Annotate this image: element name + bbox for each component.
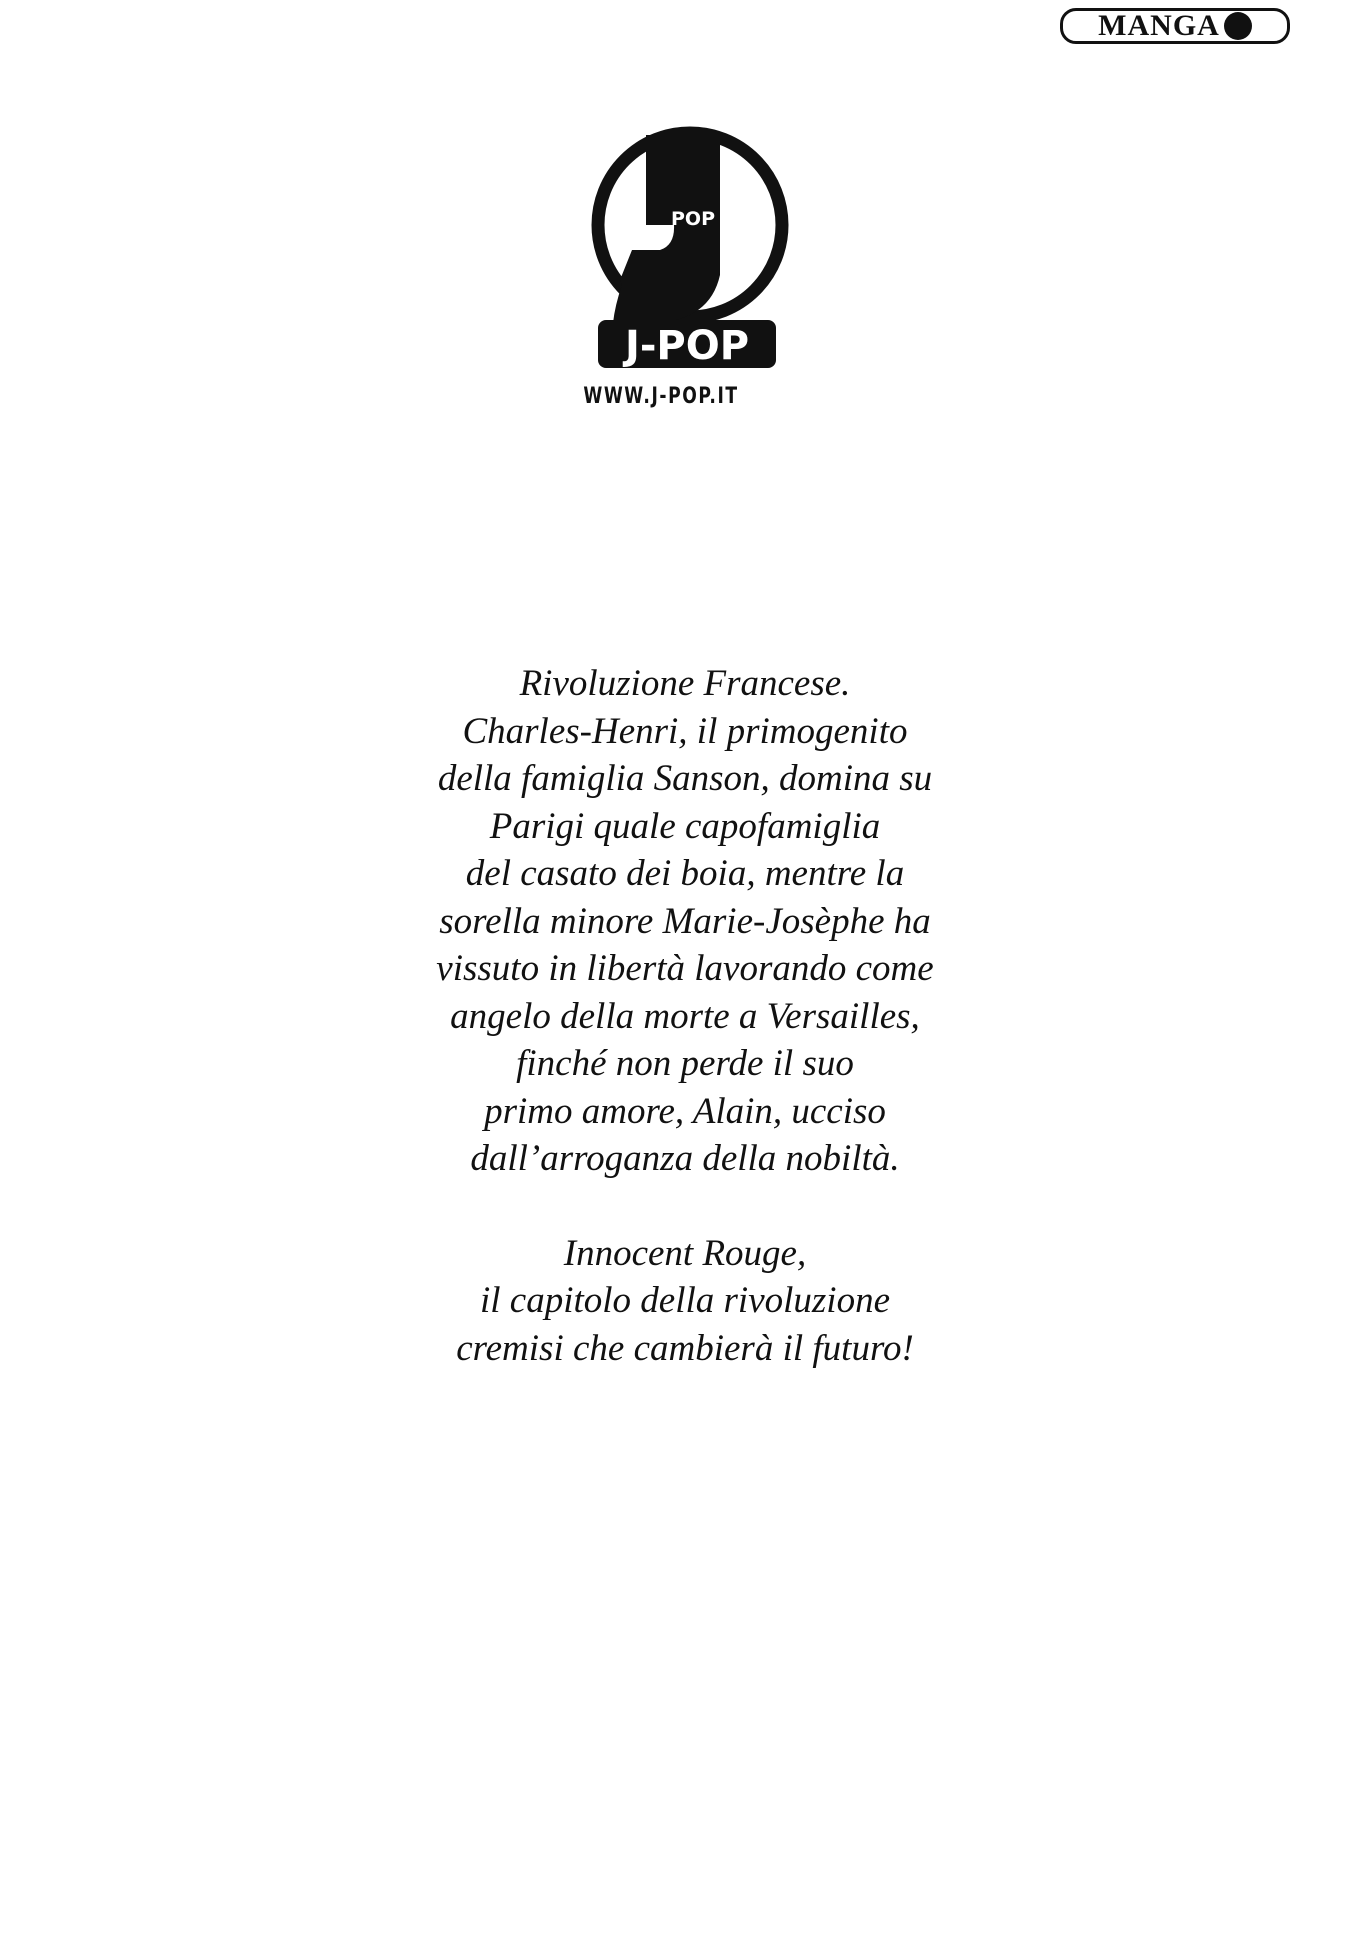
website-url: WWW.J-POP.IT: [583, 384, 739, 409]
synopsis-text: [300, 660, 1070, 1372]
synopsis-line: angelo della morte a Versailles,: [450, 995, 920, 1037]
synopsis-line: sorella minore Marie-Josèphe ha: [439, 900, 931, 942]
synopsis-line: del casato dei boia, mentre la: [465, 853, 905, 894]
synopsis-line: primo amore, Alain, ucciso: [484, 1090, 886, 1132]
synopsis-line: Parigi quale capofamiglia: [489, 805, 881, 847]
manga-badge: [1060, 8, 1290, 44]
tagline-line: Innocent Rouge,: [563, 1232, 807, 1274]
synopsis-line: vissuto in libertà lavorando come: [436, 948, 934, 989]
tagline-line: cremisi che cambierà il futuro!: [456, 1327, 914, 1369]
svg-text:POP: POP: [671, 208, 716, 230]
tagline-line: il capitolo della rivoluzione: [479, 1280, 891, 1321]
synopsis-line: Rivoluzione Francese.: [519, 663, 851, 704]
synopsis-line: dall’arroganza della nobiltà.: [470, 1138, 900, 1179]
jpop-logo-icon: [560, 125, 820, 415]
svg-text:J-POP: J-POP: [624, 323, 750, 369]
manga-label: MANGA: [1098, 9, 1220, 42]
synopsis-line: finché non perde il suo: [516, 1043, 854, 1084]
paragraph-gap: [300, 1183, 1070, 1230]
synopsis-line: della famiglia Sanson, domina su: [437, 758, 933, 799]
synopsis-line: Charles-Henri, il primogenito: [462, 710, 908, 752]
badge-dot-icon: [1224, 12, 1252, 40]
jpop-logo: [560, 125, 820, 415]
